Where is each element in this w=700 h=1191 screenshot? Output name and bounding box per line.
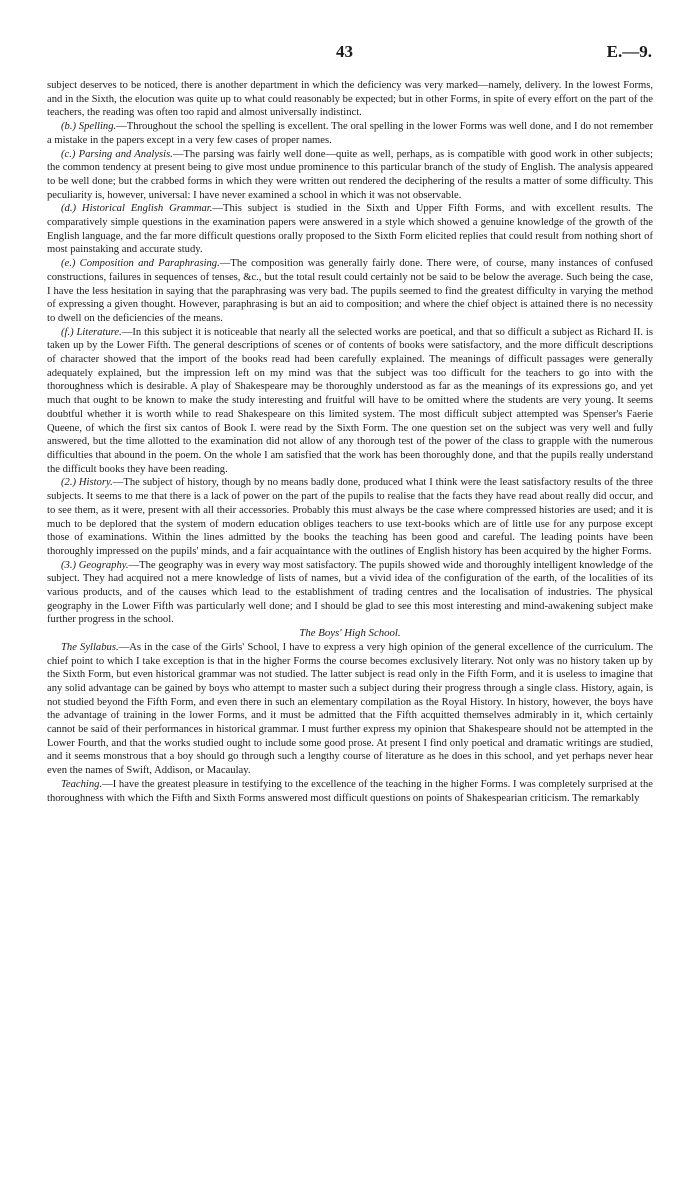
paragraph-composition: (e.) Composition and Paraphrasing.—The composition was generally fairly done. There were, of course, many instances of confused constructions, failures in sequences of tenses, &c., but the total result could certainly not be said to be below the average. Such being the case, I have the less hesitation in saying that the paraphrasing was very bad. The pupils seemed to find the greatest difficulty in varying the method of expressing a given thought. However, paraphrasing is but an aid to composition; and where the chief object is attained there is no necessity to dwell on the deficiencies of the means. [47,258,653,324]
paragraph-teaching: Teaching.—I have the greatest pleasure in testifying to the excellence of the teaching in the higher Forms. I was completely surprised at the thoroughness with which the Fifth and Sixth Forms answered most difficult questions on points of Shakespearian criticism. The remarkably [47,778,653,804]
series-code: E.—9. [606,42,652,61]
paragraph-heading: Teaching. [61,778,103,790]
paragraph-history: (2.) History.—The subject of history, though by no means badly done, produced what I think were the least satisfactory results of the three subjects. It seems to me that there is a lack of power on the part of the pupils to realise that the facts they have read about really did occur, and to see them, as it were, present with all their accessories. Probably this must always be the case where compressed histories are used; and it is much to be deplored that the system of modern education obliges teachers to use text-books which are of little use for any purpose except those of examinations. Within the lines admitted by the books the teaching has been good and careful. The leading points have been thoroughly impressed on the pupils' minds, and a fair acquaintance with the outlines of English history has been acquired by the higher Forms. [47,477,653,557]
paragraph-heading: (3.) Geography. [61,559,129,571]
paragraph-heading: (d.) Historical English Grammar. [61,203,213,215]
section-heading: The Boys' High School. [299,627,401,640]
paragraph-parsing: (c.) Parsing and Analysis.—The parsing was fairly well done—quite as well, perhaps, as is compatible with good work in other subjects; the common tendency at present being to give most undue prominence to this particular branch of the study of English. The analysis appeared to be well done; but the crabbed forms in which they were written out rendered the deciphering of the results a matter of some difficulty. This peculiarity is, however, universal: I have never examined a school in which it was not observable. [47,148,653,201]
paragraph-heading: (c.) Parsing and Analysis. [61,148,173,160]
page-number: 43 [336,42,353,61]
paragraph-heading: (e.) Composition and Paraphrasing. [61,258,220,270]
page-header [0,42,700,64]
paragraph-heading: (b.) Spelling. [61,121,117,133]
paragraph-geography: (3.) Geography.—The geography was in every way most satisfactory. The pupils showed wide and thoroughly intelligent knowledge of the subject. They had acquired not a mere knowledge of lists of names, but a vivid idea of the configuration of the earth, of the localities of its various products, and of the causes which lead to the establishment of trading centres and the localisation of industries. The physical geography in the Lower Fifth was particularly well done; and I should be glad to see this most interesting and mind-awakening subject make further progress in the school. [47,559,654,626]
paragraph-heading: The Syllabus. [61,641,119,653]
paragraph-spelling: (b.) Spelling.—Throughout the school the spelling is excellent. The oral spelling in the lower Forms was well done, and I do not remember a mistake in the papers except in a very few cases of proper names. [47,121,653,146]
paragraph-heading: (2.) History. [61,477,113,489]
body-text [47,79,653,805]
paragraph-heading: (f.) Literature. [61,326,122,338]
paragraph-grammar: (d.) Historical English Grammar.—This subject is studied in the Sixth and Upper Fifth Forms, and with excellent results. The comparatively simple questions in the examination papers were answered in a style which showed a genuine knowledge of the growth of the English language, and the far more difficult questions orally proposed to the Sixth Form elicited replies that could result from nothing short of most painstaking and accurate study. [47,203,654,256]
paragraph-delivery: subject deserves to be noticed, there is another department in which the deficiency was very marked—namely, delivery. In the lowest Forms, and in the Sixth, the elocution was quite up to what could reasonably be expected; but in other Forms, in spite of every effort on the part of the teachers, the reading was often too rapid and almost universally indistinct. [47,80,653,119]
paragraph-literature: (f.) Literature.—In this subject it is noticeable that nearly all the selected works are poetical, and that so difficult a subject as Richard II. is taken up by the Lower Fifth. The general descriptions of scenes or of contents of books were satisfactory, and the more difficult descriptions of character showed that the import of the books read had been carefully explained. The meanings of difficult passages were generally adequately explained, but the impression left on my mind was that the subject was too difficult for the teachers to go into with the thoroughness which is desirable. A play of Shakespeare may be thoroughly understood as far as the meanings of its expressions go, and yet much that ought to be known to make the study interesting and fruitful will have to be omitted where the students are very young. It seems doubtful whether it is worth while to read Shakespeare on this limited system. The most difficult subject attempted was Spenser's Faerie Queene, of which the first six cantos of Book I. were read by the Sixth Form. The one question set on the subject was very well and fully answered, but the time allotted to the examination did not allow of any thorough test of the power of the class to grapple with the numerous difficulties that abound in the poem. On the whole I am satisfied that the work has been thoroughly done, and that the pupils really understand the difficult books they have been reading. [47,326,653,475]
paragraph-syllabus: The Syllabus.—As in the case of the Girls' School, I have to express a very high opinion of the general excellence of the curriculum. The chief point to which I take exception is that in the higher Forms the course becomes exclusively literary. Not only was no history taken up by the Sixth Form, but even historical grammar was not studied. The latter subject is read only in the Fifth Form, and it is useless to imagine that any solid advantage can be gained by boys who attempt to master such a subject during their progress through a single class. History, again, is not studied beyond the Fifth Form, and even there in such an elementary compilation as the Royal History. In history, however, the boys have the advantage of training in the lower Forms, and it must be admitted that the Fifth acquitted themselves admirably in it, which certainly cannot be said of their performances in historical grammar. I must further express my opinion that Shakespeare should not be attempted in the Lower Fourth, and that the works studied ought to include some good prose. At present I find only poetical and dramatic writings are studied, and it seems monstrous that a boy should go through such a lengthy course of literature as he does in this school, and yet perhaps never hear even the names of Swift, Addison, or Macaulay. [47,641,654,777]
